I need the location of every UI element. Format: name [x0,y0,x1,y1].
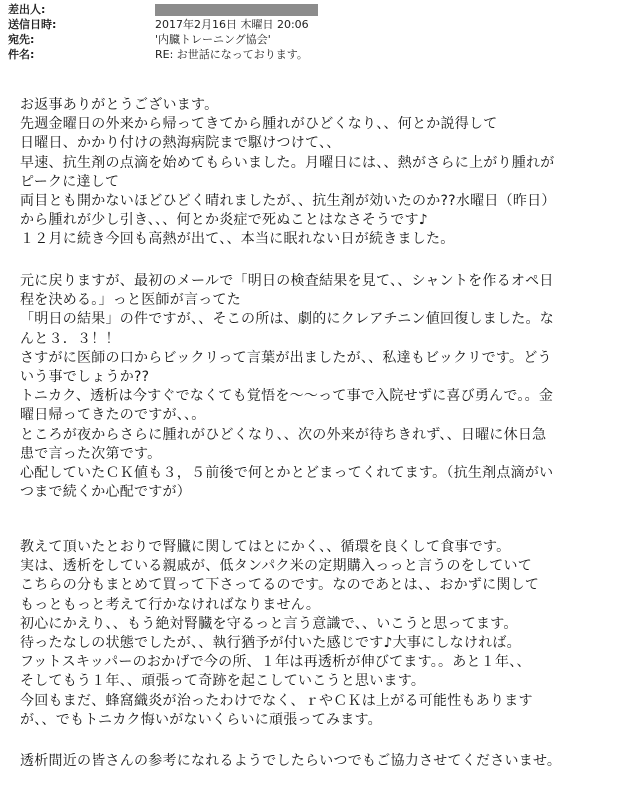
body-line: 日曜日、かかり付けの熱海病院まで駆けつけて、、 [20,135,341,152]
body-line: 先週金曜日の外来から帰ってきてから腫れがひどくなり、、何とか説得して [20,116,498,133]
subject-row [0,48,640,62]
body-line: １２月に続き今回も高熱が出て、、本当に眠れない日が続きました。 [20,231,455,248]
body-line: さすがに医師の口からビックリって言葉が出ましたが、、私達もビックリです。どう [20,349,552,366]
sent-value: 2017年2月16日 木曜日 20:06 [155,18,309,31]
from-label: 差出人: [8,3,46,16]
body-line: トニカク、透析は今すぐでなくても覚悟を～～って事で入院せずに喜び勇んで。。金 [20,388,554,405]
body-line: んと３．３！！ [20,330,120,347]
body-line: 早速、抗生剤の点滴を始めてもらいました。月曜日には、、熱がさらに上がり腫れが [20,154,555,171]
body-line: 初心にかえり、、もう絶対腎臓を守るっと言う意識で、、いこうと思ってます。 [20,615,518,632]
from-row [0,3,640,17]
body-line: 両目とも開かないほどひどく晴れましたが、、抗生剤が効いたのか??水曜日（昨日） [20,193,556,209]
body-line: 元に戻りますが、最初のメールで「明日の検査結果を見て、、シャントを作るオペ日 [20,273,554,289]
body-line: 教えて頂いたとおりで腎臓に関してはとにかく、、循環を良くして食事です。 [20,539,511,555]
body-line: 心配していたＣＫ値も３，５前後で何とかとどまってくれてます。（抗生剤点滴がい [20,465,554,481]
body-line: お返事ありがとうございます。 [20,97,219,113]
subject-label: 件名: [8,48,35,61]
body-line: ピークに達して [20,173,120,190]
body-line: フットスキッパーのおかげで今の所、１年は再透析が伸びてます。。あと１年、、 [20,654,531,671]
body-line: から腫れが少し引き、、、何とか炎症で死ぬことはなさそうです♪ [20,212,428,229]
subject-value: RE: お世話になっております。 [155,48,308,61]
redacted-sender-bar [155,4,318,16]
body-line: 今回もまだ、蜂窩織炎が治ったわけでなく、ｒやＣＫは上がる可能性もあります [20,692,533,709]
body-line: 程を決める。」っと医師が言ってた [20,292,241,309]
body-line: 曜日帰ってきたのですが、、。 [20,407,206,424]
body-line: 実は、透析をしている親戚が、低タンパク米の定期購入っっと言うのをしていて [20,558,533,575]
body-line: こちらの分もまとめて買って下さってるのです。なのであとは、、おかずに関して [20,577,540,594]
body-line: が、、でもトニカク悔いがないくらいに頑張ってみます。 [20,711,382,728]
body-line: ところが夜からさらに腫れがひどくなり、、次の外来が待ちきれず、、日曜に休日急 [20,426,547,443]
sent-label: 送信日時: [8,18,57,31]
body-line: そしてもう１年、、頑張って奇跡を起こしていこうと思います。 [20,673,426,690]
body-line: つまで続くか心配ですが） [20,484,191,501]
to-label: 宛先: [8,33,35,46]
body-line: 待ったなしの状態でしたが、、執行猶予が付いた感じです♪大事にしなければ。 [20,635,521,651]
to-value: '内臓トレーニング協会' [155,33,271,46]
body-line: 透析間近の皆さんの参考になれるようでしたらいつでもご協力させてくださいませ。 [20,753,562,769]
body-line: もっともっと考えて行かなければなりません。 [20,596,321,613]
body-line: いう事でしょうか?? [20,369,150,385]
to-row [0,33,640,47]
body-line: 患で言った次第です。 [20,445,162,462]
body-line: 「明日の結果」の件ですが、、そこの所は、劇的にクレアチニン値回復しました。な [20,311,554,328]
sent-row [0,18,640,32]
